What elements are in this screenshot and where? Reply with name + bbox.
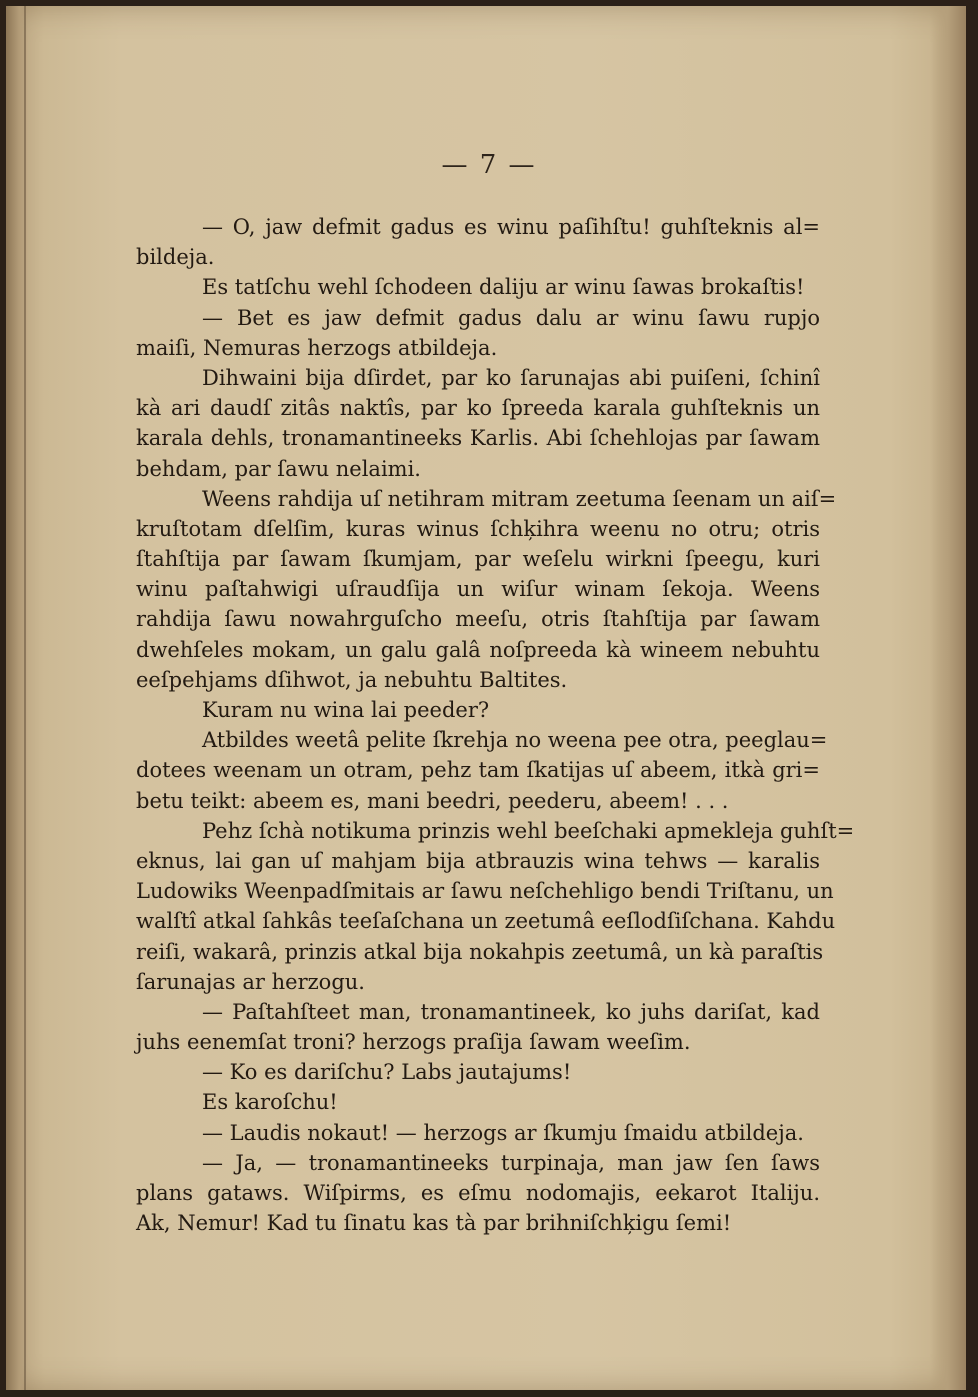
text-line: Kuram nu wina lai peeder? [202, 698, 490, 722]
text-line: walſtî atkal ſahkâs teeſaſchana un zeetumâ eeſlodſiſchana. Kahdu [136, 909, 836, 934]
text-line: karala dehls, tronamantineeks Karlis. Abi ſchehlojas par ſawam [136, 426, 820, 451]
text-line: Ak, Nemur! Kad tu ſinatu kas tà par brihniſchķigu ſemi! [136, 1211, 732, 1236]
text-line: Es tatſchu wehl ſchodeen daliju ar winu ſawas brokaſtis! [202, 275, 805, 300]
text-line: maiſi, Nemuras herzogs atbildeja. [136, 335, 498, 360]
text-line: juhs eenemſat troni? herzogs praſija ſawam weeſim. [136, 1030, 691, 1055]
page-number: — 7 — [441, 150, 537, 180]
text-line: — Ko es dariſchu? Labs jautajums! [202, 1060, 572, 1085]
text-line: bildeja. [136, 245, 215, 270]
text-line: kruſtotam dſelſim, kuras winus ſchķihra weenu no otru; otris [136, 516, 820, 541]
body-text [136, 212, 855, 1238]
text-line: ſarunajas ar herzogu. [136, 969, 365, 994]
text-line: kà ari daudſ zitâs naktîs, par ko ſpreeda karala guhſteknis un [136, 396, 820, 421]
text-line: eknus, lai gan uſ mahjam bija atbrauzis wina tehws — karalis [136, 848, 820, 873]
text-line: dotees weenam un otram, pehz tam ſkatijas uſ abeem, itkà gri= [136, 758, 820, 783]
text-line: Ludowiks Weenpadſmitais ar ſawu neſchehligo bendi Triſtanu, un [136, 879, 834, 904]
text-line: ſtahſtija par ſawam ſkumjam, par weſelu wirkni ſpeegu, kuri [136, 547, 820, 572]
text-line: rahdija ſawu nowahrguſcho meeſu, otris ſtahſtija par ſawam [136, 607, 820, 632]
text-line: reiſi, wakarâ, prinzis atkal bija nokahpis zeetumâ, un kà paraſtis [136, 939, 824, 964]
text-line: eeſpehjams dſihwot, ja nebuhtu Baltites. [136, 667, 568, 692]
text-line: Dihwaini bija dſirdet, par ko ſarunajas abi puiſeni, ſchinî [202, 365, 820, 390]
text-line: — Paſtahſteet man, tronamantineek, ko juhs dariſat, kad [202, 999, 820, 1024]
text-line: Atbildes weetâ pelite ſkrehja no weena pee otra, peeglau= [202, 728, 828, 753]
text-line: plans gataws. Wiſpirms, es eſmu nodomajis, eekarot Italiju. [136, 1181, 820, 1205]
text-line: — Laudis nokaut! — herzogs ar ſkumju ſmaidu atbildeja. [202, 1120, 804, 1145]
text-line: behdam, par ſawu nelaimi. [136, 456, 421, 481]
text-line: dwehſeles mokam, un galu galâ noſpreeda kà wineem nebuhtu [136, 637, 820, 662]
text-line: — Bet es jaw defmit gadus dalu ar winu ſawu rupjo [202, 305, 820, 330]
text-line: Es karoſchu! [202, 1090, 338, 1115]
text-line: Pehz ſchà notikuma prinzis wehl beeſchaki apmekleja guhſt= [202, 818, 855, 843]
text-line: — O, jaw defmit gadus es winu paſihſtu! guhſteknis al= [202, 215, 820, 239]
text-line: — Ja, — tronamantineeks turpinaja, man jaw ſen ſaws [202, 1150, 820, 1175]
page-edge-shadow [930, 6, 966, 1390]
text-line: betu teikt: abeem es, mani beedri, peederu, abeem! . . . [136, 788, 729, 813]
text-line: Weens rahdija uſ netihram mitram zeetuma ſeenam un aiſ= [202, 486, 837, 511]
page-spine-line [24, 6, 26, 1390]
text-line: winu paſtahwigi uſraudſija un wiſur winam ſekoja. Weens [136, 577, 820, 602]
